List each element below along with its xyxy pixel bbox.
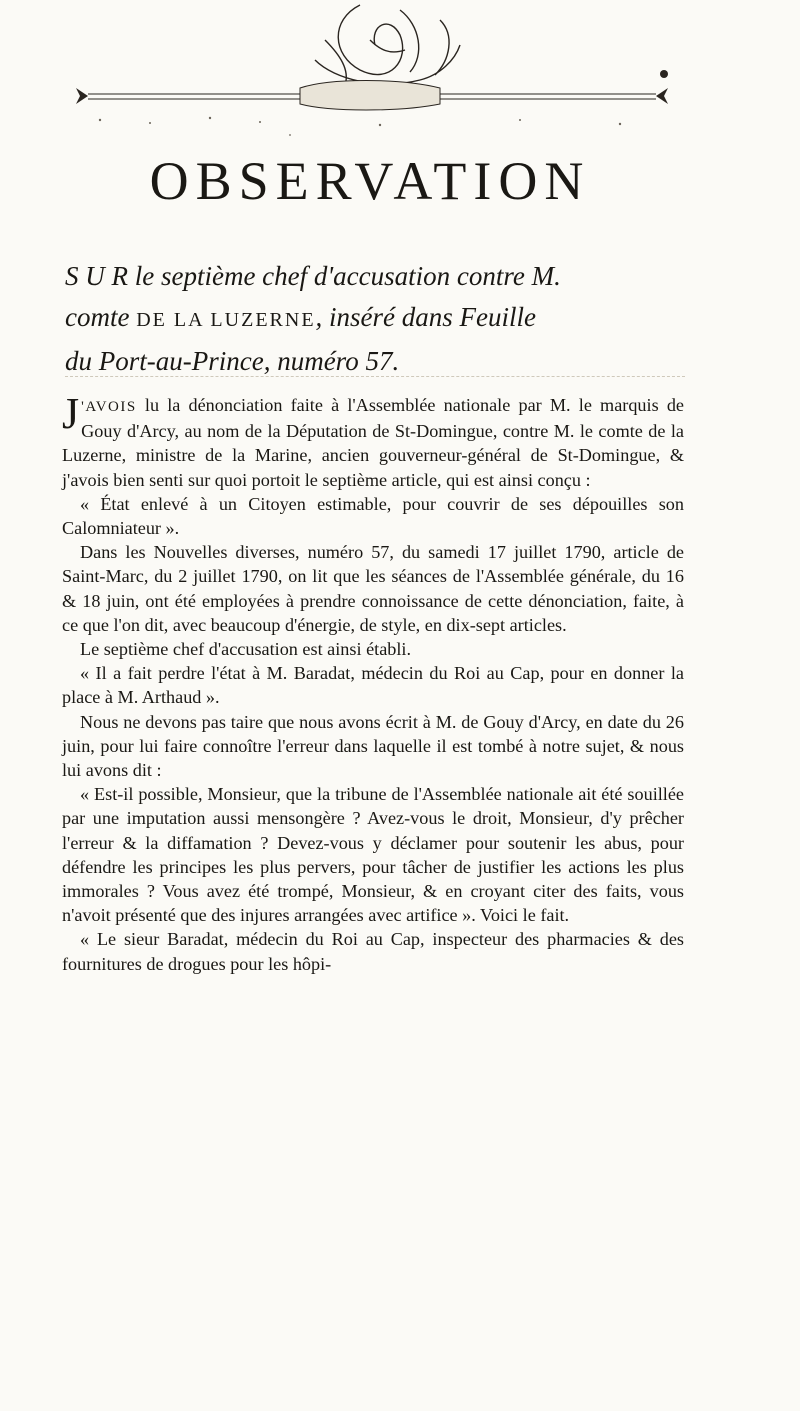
paragraph: « Il a fait perdre l'état à M. Baradat, médecin du Roi au Cap, pour en donner la place à M. Arthaud ». (62, 663, 684, 708)
subtitle (65, 256, 705, 382)
paragraph: « Le sieur Baradat, médecin du Roi au Cap, inspecteur des pharmacies & des fournitures de drogues pour les hôpi- (62, 929, 684, 974)
paragraph: Nous ne devons pas taire que nous avons écrit à M. de Gouy d'Arcy, en date du 26 juin, pour lui faire connoître l'erreur dans laquelle il est tombé à notre sujet, & nous lui avons dit : (62, 711, 684, 781)
paragraph (62, 389, 684, 492)
paragraph: « Est-il possible, Monsieur, que la tribune de l'Assemblée nationale ait été souillée par une imputation aussi mensongère ? Avez-vous le droit, Monsieur, d'y prêcher l'erreur & la diffamation ? Devez-vous y déclamer pour soutenir les abus, pour défendre les principes les plus pervers, pour tâcher de justifier les actions les plus immorales ? Vous avez été trompé, Monsieur, & en croyant citer des faits, vous n'avoit présenté que des injures arrangées avec artifice ». Voici le fait. (62, 784, 684, 926)
subtitle-comte: comte (65, 302, 130, 332)
paragraph: « État enlevé à un Citoyen estimable, pour couvrir de ses dépouilles son Calomniateur ». (62, 493, 684, 539)
page-title: OBSERVATION (149, 151, 591, 211)
subtitle-line-3: du Port-au-Prince, numéro 57. (65, 346, 400, 376)
drop-cap: J (62, 389, 80, 438)
opening-caps: 'AVOIS (81, 399, 137, 415)
paragraph: Dans les Nouvelles diverses, numéro 57, du samedi 17 juillet 1790, article de Saint-Marc, du 2 juillet 1790, on lit que les séances de l'Assemblée générale, du 16 & 18 juin, ont été employées à prendre connoissance de cette dénonciation, faite, à ce que l'on dit, avec beaucoup d'énergie, de style, en dix-sept articles. (62, 542, 684, 635)
divider (65, 376, 685, 377)
subtitle-name: DE LA LUZERNE (136, 309, 316, 331)
body-text (62, 389, 684, 976)
headpiece-ornament (60, 0, 680, 145)
subtitle-line-1: S U R le septième chef d'accusation contre M. (65, 261, 561, 291)
paragraph-text: lu la dénonciation faite à l'Assemblée nationale par M. le marquis de Gouy d'Arcy, au nom de la Députation de St-Domingue, contre M. le comte de la Luzerne, ministre de la Marine, ancien gouverneur-général de St-Domingue, & j'avois bien senti sur quoi portoit le septième article, qui est ainsi conçu : (62, 395, 684, 490)
subtitle-inserted: , inséré dans Feuille (315, 302, 536, 332)
paragraph: Le septième chef d'accusation est ainsi établi. (80, 639, 412, 660)
